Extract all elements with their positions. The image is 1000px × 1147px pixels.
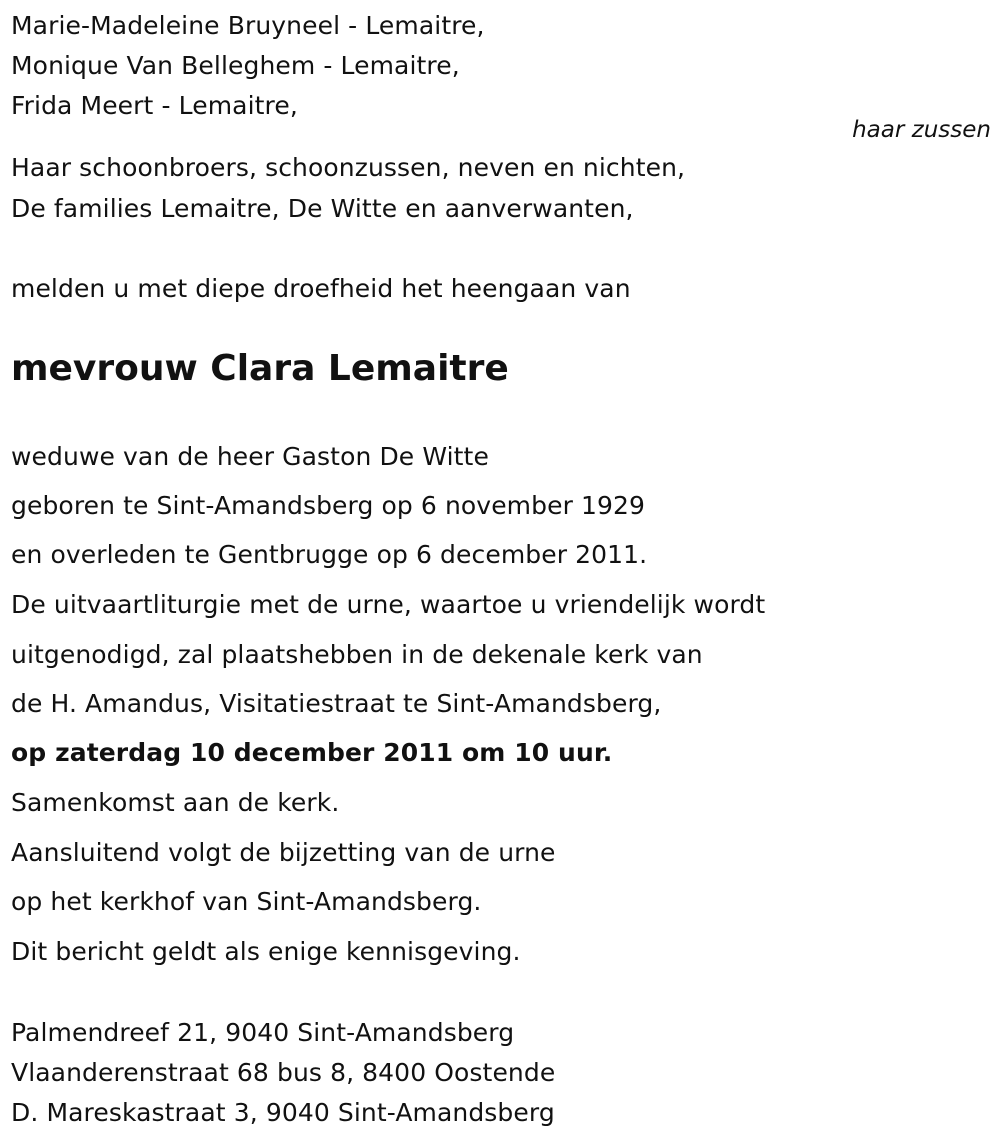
announcement-text: melden u met diepe droefheid het heengaan van	[11, 274, 631, 303]
detail-line: en overleden te Gentbrugge op 6 december 2011.	[11, 540, 648, 569]
sister-name: Frida Meert - Lemaitre,	[11, 91, 298, 120]
sister-name: Monique Van Belleghem - Lemaitre,	[11, 51, 460, 80]
relatives-line: De families Lemaitre, De Witte en aanverwanten,	[11, 194, 634, 223]
address-line: Palmendreef 21, 9040 Sint-Amandsberg	[11, 1018, 515, 1047]
relatives-line: Haar schoonbroers, schoonzussen, neven en nichten,	[11, 153, 686, 182]
closing-line: op het kerkhof van Sint-Amandsberg.	[11, 887, 482, 916]
address-line: D. Mareskastraat 3, 9040 Sint-Amandsberg	[11, 1098, 555, 1127]
ceremony-datetime: op zaterdag 10 december 2011 om 10 uur.	[11, 738, 613, 767]
closing-line: Samenkomst aan de kerk.	[11, 788, 340, 817]
closing-line: Dit bericht geldt als enige kennisgeving.	[11, 937, 521, 966]
detail-line: weduwe van de heer Gaston De Witte	[11, 442, 489, 471]
detail-line: geboren te Sint-Amandsberg op 6 november 1929	[11, 491, 646, 520]
sisters-role-label: haar zussen	[852, 117, 991, 143]
detail-line: De uitvaartliturgie met de urne, waartoe u vriendelijk wordt	[11, 590, 766, 619]
detail-line: de H. Amandus, Visitatiestraat te Sint-Amandsberg,	[11, 689, 662, 718]
deceased-name: mevrouw Clara Lemaitre	[11, 348, 509, 389]
detail-line: uitgenodigd, zal plaatshebben in de dekenale kerk van	[11, 640, 703, 669]
closing-line: Aansluitend volgt de bijzetting van de urne	[11, 838, 556, 867]
address-line: Vlaanderenstraat 68 bus 8, 8400 Oostende	[11, 1058, 556, 1087]
sister-name: Marie-Madeleine Bruyneel - Lemaitre,	[11, 11, 485, 40]
